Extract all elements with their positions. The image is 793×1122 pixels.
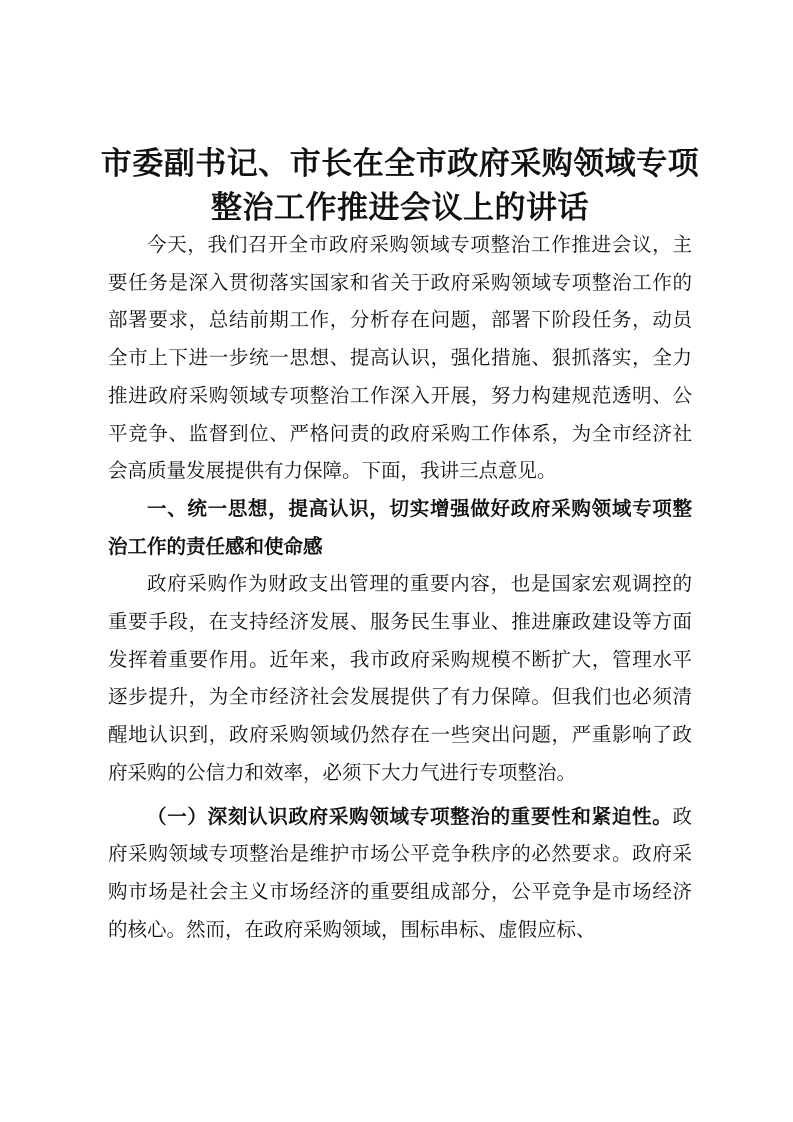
subsection-1-text: 政府采购领域专项整治是维护市场公平竞争秩序的必然要求。政府采购市场是社会主义市场经济的重要组成部分，公平竞争是市场经济的核心。然而，在政府采购领域，围标串标、虚假应标、 [108, 804, 692, 941]
intro-paragraph: 今天，我们召开全市政府采购领域专项整治工作推进会议，主要任务是深入贯彻落实国家和省关于政府采购领域专项整治工作的部署要求，总结前期工作，分析存在问题，部署下阶段任务，动员全市上下进一步统一思想、提高认识，强化措施、狠抓落实，全力推进政府采购领域专项整治工作深入开展，努力构建规范透明、公平竞争、监督到位、严格问责的政府采购工作体系，为全市经济社会高质量发展提供有力保障。下面，我讲三点意见。 [108, 233, 692, 483]
document-body [108, 226, 692, 948]
document-title: 市委副书记、市长在全市政府采购领域专项整治工作推进会议上的讲话 [100, 146, 700, 226]
section-heading-1: 一、统一思想，提高认识，切实增强做好政府采购领域专项整治工作的责任感和使命感 [108, 496, 692, 558]
subsection-1-paragraph [108, 798, 692, 949]
section-1-paragraph: 政府采购作为财政支出管理的重要内容，也是国家宏观调控的重要手段，在支持经济发展、服务民生事业、推进廉政建设等方面发挥着重要作用。近年来，我市政府采购规模不断扩大，管理水平逐步提升，为全市经济社会发展提供了有力保障。但我们也必须清醒地认识到，政府采购领域仍然存在一些突出问题，严重影响了政府采购的公信力和效率，必须下大力气进行专项整治。 [108, 572, 692, 784]
subsection-1-label: （一）深刻认识政府采购领域专项整治的重要性和紧迫性。 [147, 804, 673, 828]
